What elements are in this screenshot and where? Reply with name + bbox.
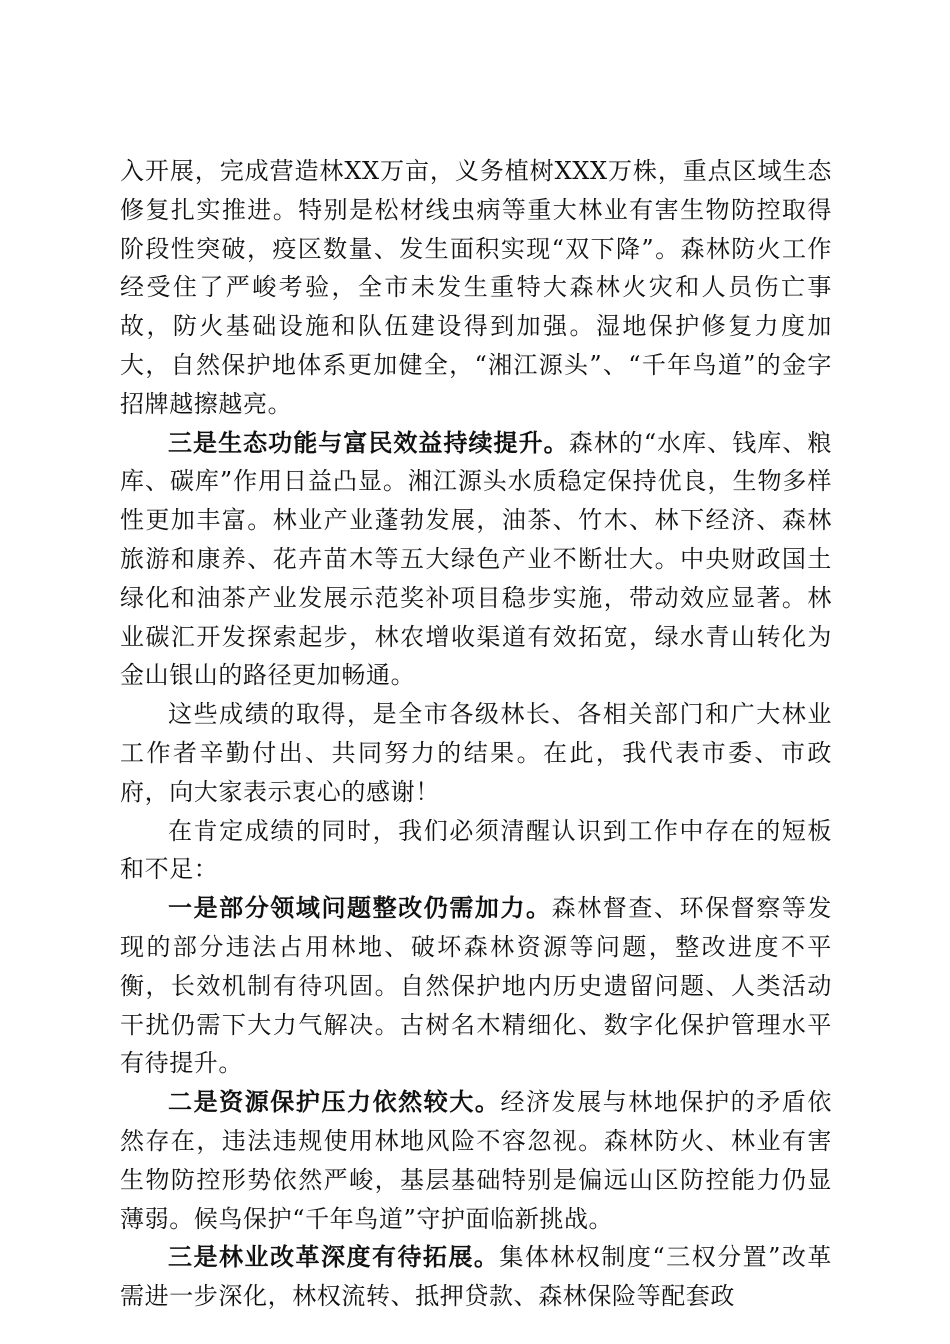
paragraph-2-text: 森林的“水库、钱库、粮库、碳库”作用日益凸显。湘江源头水质稳定保持优良，生物多样性更加丰富。林业产业蓬勃发展，油茶、竹木、林下经济、森林旅游和康养、花卉苗木等五大绿色产业不断壮大。中央财政国土绿化和油茶产业发展示范奖补项目稳步实施，带动效应显著。林业碳汇开发探索起步，林农增收渠道有效拓宽，绿水青山转化为金山银山的路径更加畅通。 xyxy=(120,428,832,690)
document-body xyxy=(120,152,832,1316)
paragraph-6-text: 经济发展与林地保护的矛盾依然存在，违法违规使用林地风险不容忽视。森林防火、林业有害生物防控形势依然严峻，基层基础特别是偏远山区防控能力仍显薄弱。候鸟保护“千年鸟道”守护面临新挑战。 xyxy=(120,1088,832,1233)
paragraph-6-heading: 二是资源保护压力依然较大。 xyxy=(168,1087,501,1117)
paragraph-4-text: 在肯定成绩的同时，我们必须清醒认识到工作中存在的短板和不足： xyxy=(120,816,832,884)
paragraph-5-text: 森林督查、环保督察等发现的部分违法占用林地、破坏森林资源等问题，整改进度不平衡，长效机制有待巩固。自然保护地内历史遗留问题、人类活动干扰仍需下大力气解决。古树名木精细化、数字化保护管理水平有待提升。 xyxy=(120,894,832,1078)
paragraph-5 xyxy=(120,889,832,1083)
paragraph-1-text: 入开展，完成营造林XX万亩，义务植树XXX万株，重点区域生态修复扎实推进。特别是松材线虫病等重大林业有害生物防控取得阶段性突破，疫区数量、发生面积实现“双下降”。森林防火工作经受住了严峻考验，全市未发生重特大森林火灾和人员伤亡事故，防火基础设施和队伍建设得到加强。湿地保护修复力度加大，自然保护地体系更加健全，“湘江源头”、“千年鸟道”的金字招牌越擦越亮。 xyxy=(120,157,832,418)
paragraph-1 xyxy=(120,152,832,424)
paragraph-7-heading: 三是林业改革深度有待拓展。 xyxy=(168,1242,500,1272)
paragraph-6 xyxy=(120,1083,832,1238)
paragraph-7-text: 集体林权制度“三权分置”改革需进一步深化，林权流转、抵押贷款、森林保险等配套政 xyxy=(120,1243,832,1311)
paragraph-4 xyxy=(120,812,832,890)
paragraph-3-text: 这些成绩的取得，是全市各级林长、各相关部门和广大林业工作者辛勤付出、共同努力的结果。在此，我代表市委、市政府，向大家表示衷心的感谢！ xyxy=(120,700,832,806)
paragraph-3 xyxy=(120,695,832,811)
paragraph-5-heading: 一是部分领域问题整改仍需加力。 xyxy=(168,893,552,923)
paragraph-7 xyxy=(120,1238,832,1316)
paragraph-2-heading: 三是生态功能与富民效益持续提升。 xyxy=(168,427,569,457)
paragraph-2 xyxy=(120,424,832,696)
